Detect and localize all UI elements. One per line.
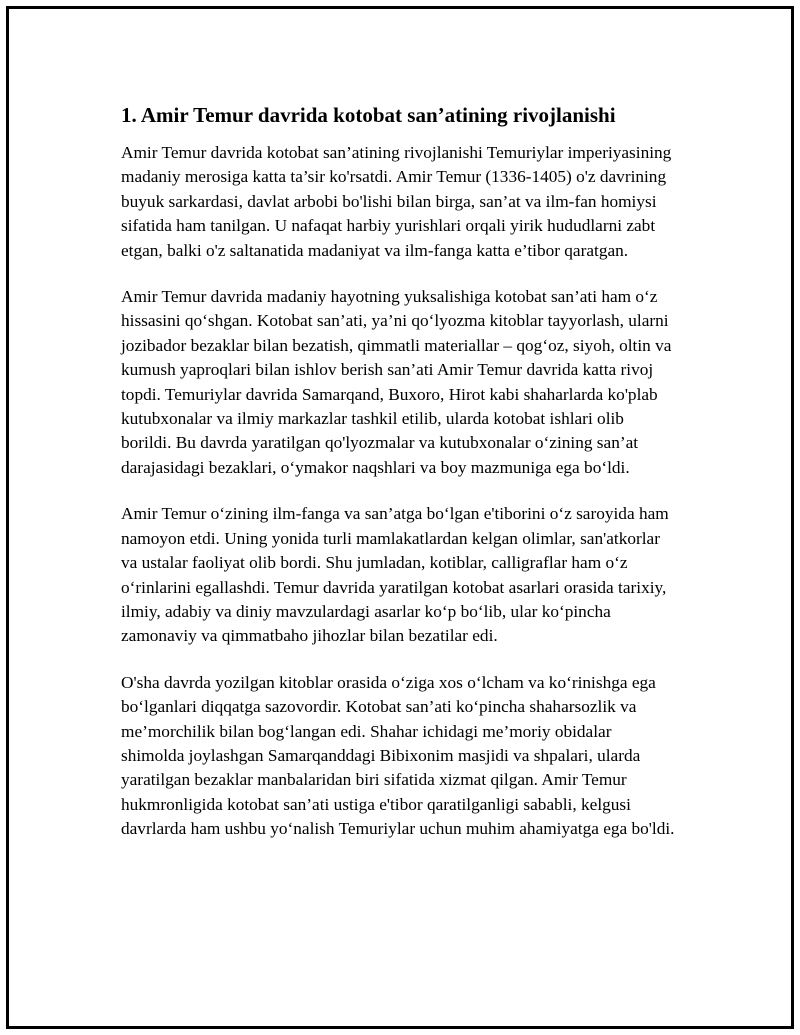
page-frame [6, 6, 794, 1029]
paragraph-4: O'sha davrda yozilgan kitoblar orasida o‘ziga xos o‘lcham va ko‘rinishga ega bo‘lganlari diqqatga sazovordir. Kotobat san’ati ko‘pincha shaharsozlik va me’morchilik bilan bog‘langan edi. Shahar ichidagi me’moriy obidalar shimolda joylashgan Samarqanddagi Bibixonim masjidi va shpalari, ularda yaratilgan bezaklar manbalaridan biri sifatida xizmat qilgan. Amir Temur hukmronligida kotobat san’ati ustiga e'tibor qaratilganligi sababli, kelgusi davrlarda ham ushbu yo‘nalish Temuriylar uchun muhim ahamiyatga ega bo'ldi. [121, 672, 675, 839]
document-body [121, 99, 677, 864]
paragraph-2: Amir Temur davrida madaniy hayotning yuksalishiga kotobat san’ati ham o‘z hissasini qo‘shgan. Kotobat san’ati, ya’ni qo‘lyozma kitoblar tayyorlash, ularni jozibador bezaklar bilan bezatish, qimmatli materiallar – qog‘oz, siyoh, oltin va kumush yaproqlari bilan ishlov berish san’ati Amir Temur davrida katta rivoj topdi. Temuriylar davrida Samarqand, Buxoro, Hirot kabi shaharlarda ko'plab kutubxonalar va ilmiy markazlar tashkil etilib, ularda kotobat ishlari olib borildi. Bu davrda yaratilgan qo'lyozmalar va kutubxonalar o‘zining san’at darajasidagi bezaklari, o‘ymakor naqshlari va boy mazmuniga ega bo‘ldi. [121, 287, 672, 477]
paragraph-3: Amir Temur o‘zining ilm-fanga va san’atga bo‘lgan e'tiborini o‘z saroyida ham namoyon etdi. Uning yonida turli mamlakatlardan kelgan olimlar, san'atkorlar va ustalar faoliyat olib bordi. Shu jumladan, kotiblar, calligraflar ham o‘z o‘rinlarini egallashdi. Temur davrida yaratilgan kotobat asarlari orasida tarixiy, ilmiy, adabiy va diniy mavzulardagi asarlar ko‘p bo‘lib, ular ko‘pincha zamonaviy va qimmatbaho jihozlar bilan bezatilar edi. [121, 504, 669, 646]
section-heading: 1. Amir Temur davrida kotobat san’atining rivojlanishi [121, 103, 616, 127]
paragraph-1: Amir Temur davrida kotobat san’atining rivojlanishi Temuriylar imperiyasining madaniy merosiga katta ta’sir ko'rsatdi. Amir Temur (1336-1405) o'z davrining buyuk sarkardasi, davlat arbobi bo'lishi bilan birga, san’at va ilm-fan homiysi sifatida ham tanilgan. U nafaqat harbiy yurishlari orqali yirik hududlarni zabt etgan, balki o'z saltanatida madaniyat va ilm-fanga katta e’tibor qaratgan. [121, 143, 672, 260]
